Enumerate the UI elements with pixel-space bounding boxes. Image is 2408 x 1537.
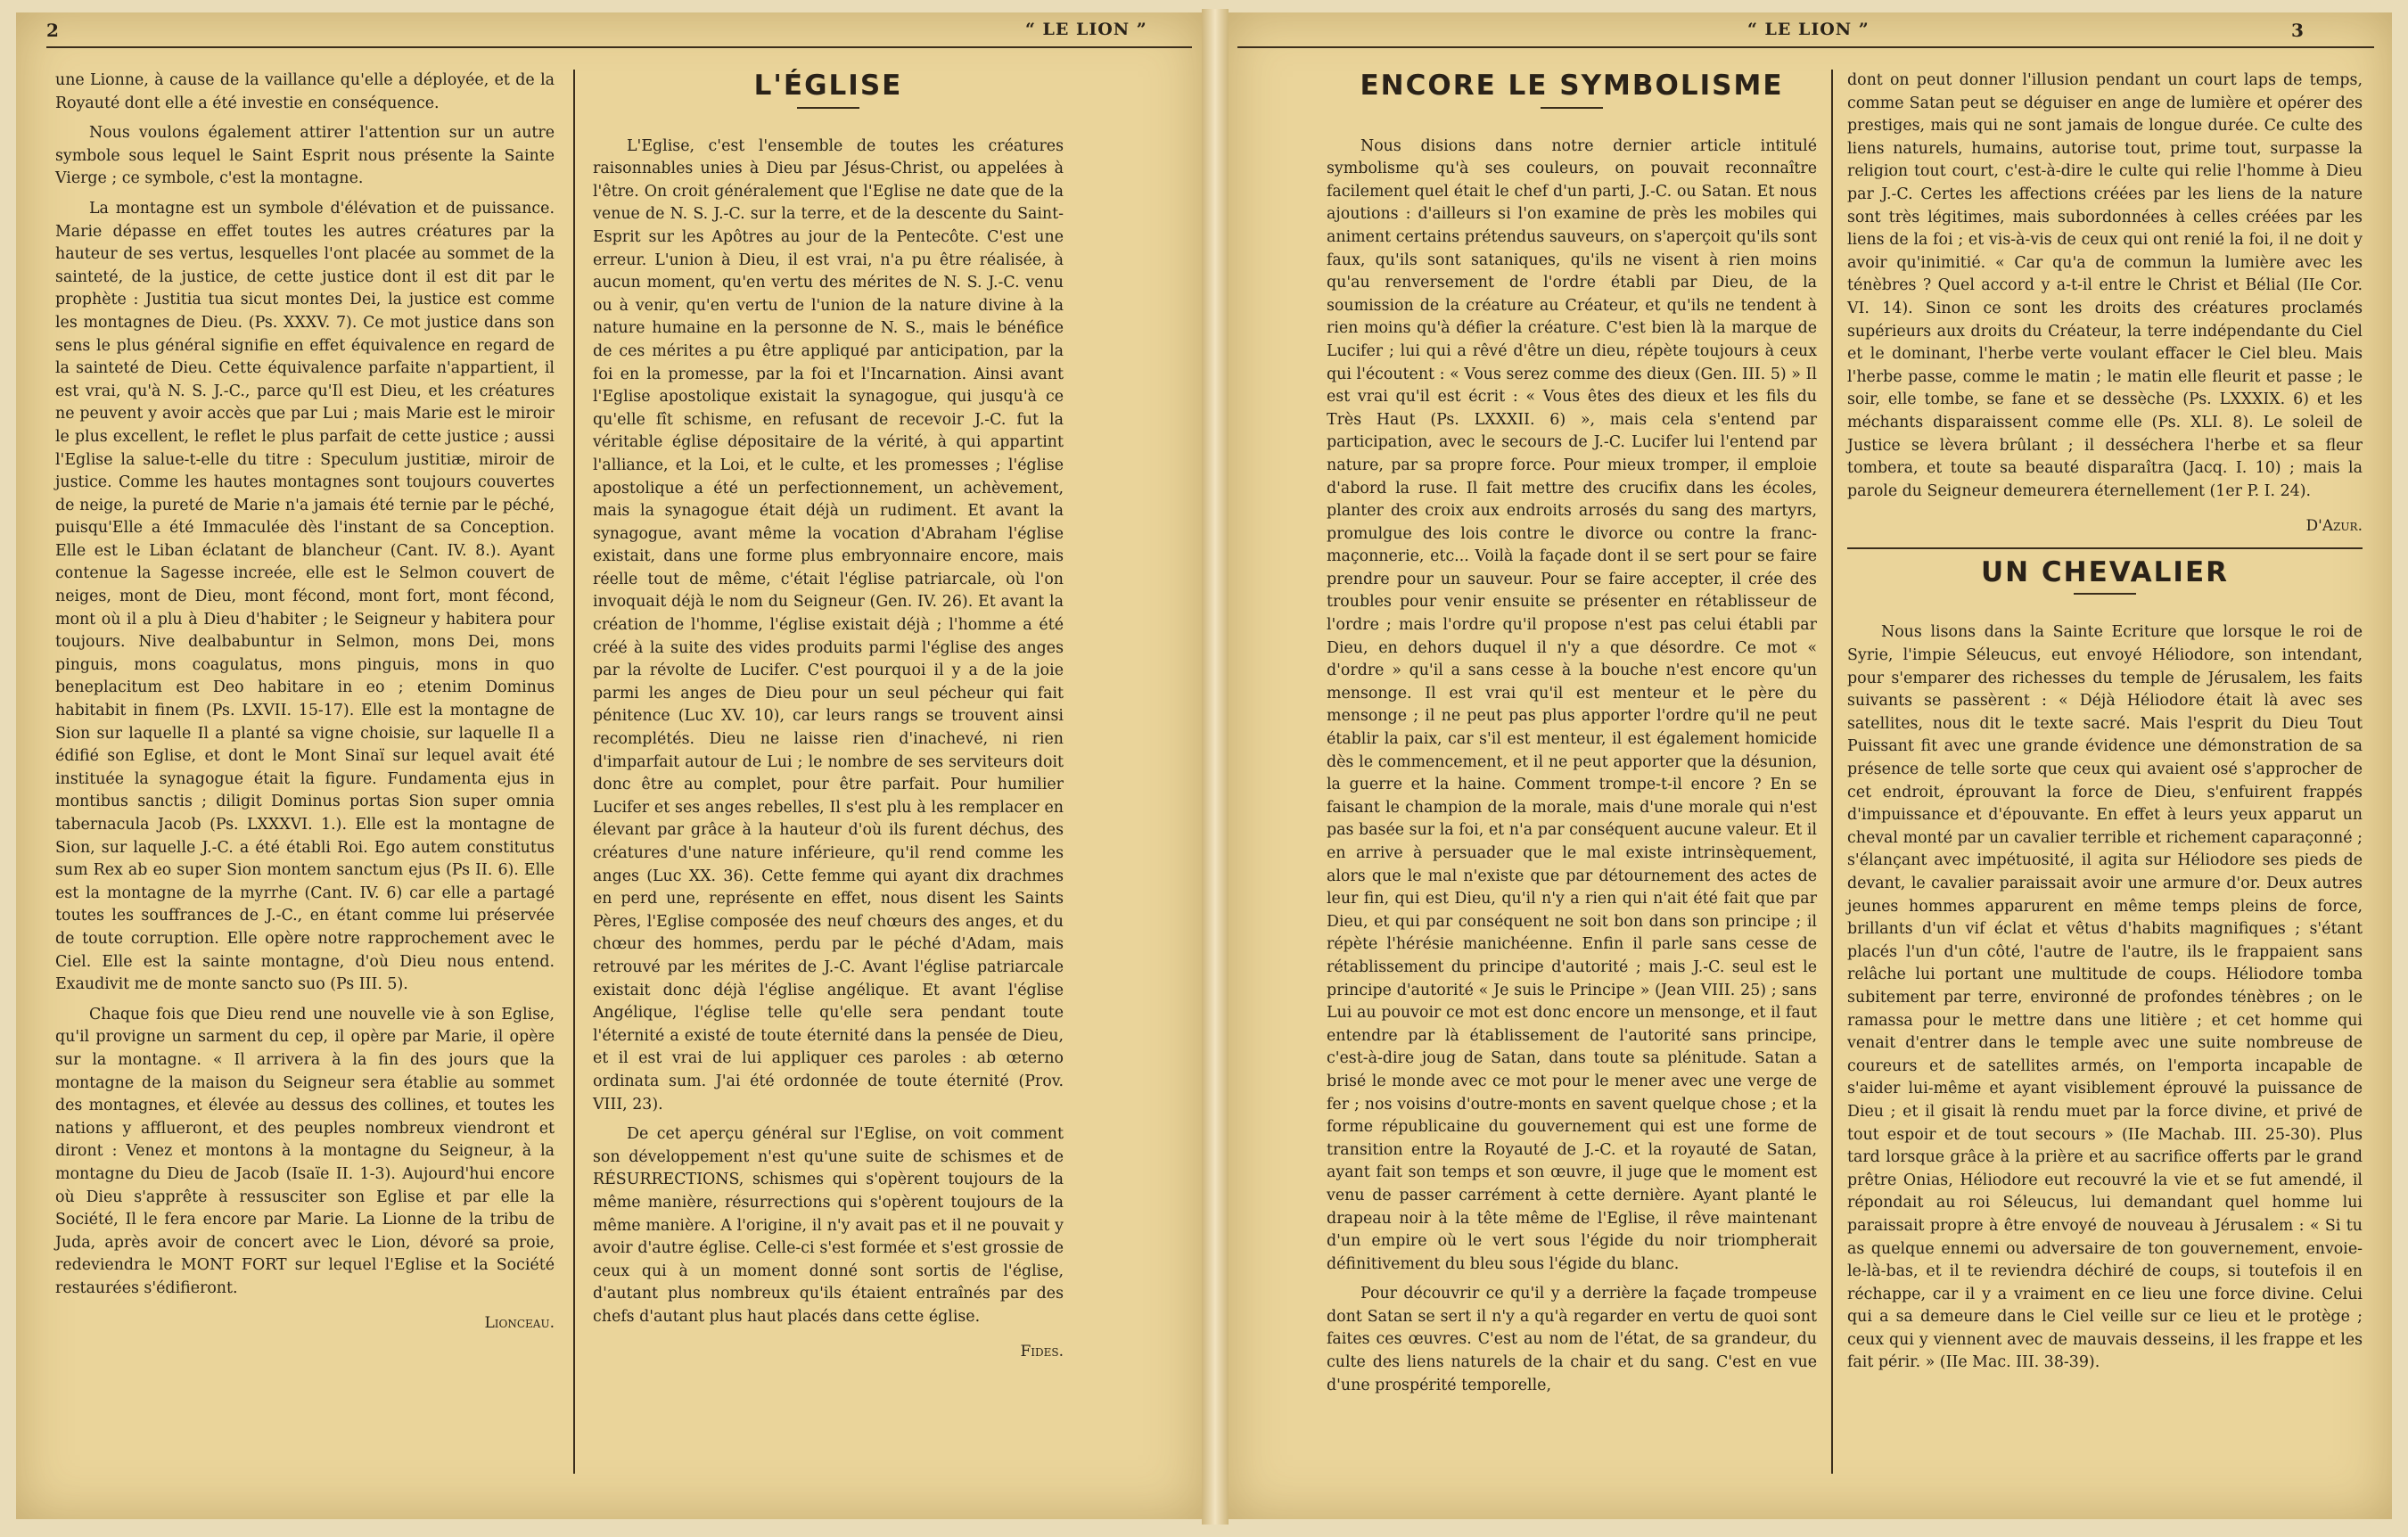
signature-d-azur: D'Azur. bbox=[2305, 517, 2363, 536]
article-title-eglise: L'ÉGLISE bbox=[753, 70, 903, 102]
paragraph: Nous disions dans notre dernier article intitulé symbolisme qu'à ses couleurs, on pouvait reconnaître facilement quel était le chef d'un parti, J.-C. ou Satan. Et nous ajoutions : d'ailleurs si l'on examine de près les mobiles qui animent certains prétendus sauveurs, on s'aperçoit qu'ils sont faux, qu'ils sont sataniques, qu'ils ne visent à rien moins qu'au renversement de l'ordre établi par Dieu, de la soumission de la créature au Créateur, et qu'ils ne tendent à rien moins qu'à défier la créature. C'est bien là la marque de Lucifer ; lui qui a rêvé d'être un dieu, répète toujours à ceux qui l'écoutent : « Vous serez comme des dieux (Gen. III. 5) » Il est vrai qu'il est écrit : « Vous êtes des dieux et les fils du Très Haut (Ps. LXXXII. 6) », mais cela s'entend par participation, avec le secours de J.-C. Lucifer lui l'entend par nature, par sa propre force. Pour mieux tromper, il emploie d'abord la ruse. Il fait mettre des crucifix dans les écoles, planter des croix aux endroits arrosés du sang des martyrs, promulgue des lois contre le divorce ou contre la franc-maçonnerie, etc... Voilà la façade dont il se sert pour se faire prendre pour un sauveur. Pour se faire accepter, il crée des troubles pour venir ensuite se présenter en rétablisseur de l'ordre ; mais l'ordre qu'il propose n'est pas celui établi par Dieu, en dehors duquel il n'y a que désordre. Ce mot « d'ordre » qu'il a sans cesse à la bouche n'est encore qu'un mensonge. Il est vrai qu'il est menteur et le père du mensonge ; il ne peut pas plus apporter l'ordre qu'il ne peut établir la paix, car s'il est menteur, il est également homicide dès le commencement, et il ne peut apporter que la désunion, la guerre et la haine. Comment trompe-t-il encore ? En se faisant le champion de la morale, mais d'une morale qui n'est pas basée sur la foi, et n'a par conséquent aucune valeur. Et il en arrive à persuader que le mal existe intrinsèquement, alors que le mal n'existe que par détournement des actes de leur fin, qui est Dieu, qu'il n'y a rien qui n'ait été fait que par Dieu, et qui par conséquent ne soit bon dans son principe ; il répète l'hérésie manichéenne. Enfin il parle sans cesse de rétablissement du principe d'autorité ; mais J.-C. seul est le principe d'autorité « Je suis le Principe » (Jean VIII. 25) ; sans Lui au pouvoir ce mot est donc encore un mensonge, et il faut entendre par là établissement de l'autorité sans principe, c'est-à-dire joug de Satan, dans toute sa plénitude. Satan a brisé le monde avec ce mot pour le mener avec une verge de fer ; nos voisins d'outre-monts en savent quelque chose ; et la forme républicaine du gouvernement qui est une forme de transition entre la Royauté de J.-C. et la royauté de Satan, ayant fait son temps et son œuvre, il juge que le moment est venu de passer carrément à cette dernière. Ayant planté le drapeau noir à la tête même de l'Eglise, il rêve maintenant d'un empire où le vert sous l'égide du noir triompherait définitivement du bleu sous l'égide du blanc. bbox=[1327, 136, 1817, 1273]
paragraph: L'Eglise, c'est l'ensemble de toutes les créatures raisonnables unies à Dieu par Jésus-Christ, ou appelées à l'être. On croit généralement que l'Eglise ne date que de la venue de N. S. J.-C. sur la terre, et de la descente du Saint-Esprit sur les Apôtres au jour de la Pentecôte. C'est une erreur. L'union à Dieu, il est vrai, n'a pu être réalisée, à aucun moment, qu'en vertu des mérites de N. S. J.-C. venu ou à venir, qu'en vertu de l'union de la nature divine à la nature humaine en la personne de N. S., mais le bénéfice de ces mérites a pu être appliqué par anticipation, par la foi en la promesse, par la foi et l'Incarnation. Ainsi avant l'Eglise apostolique existait la synagogue, qui jusqu'à ce qu'elle fît schisme, en refusant de recevoir J.-C. fut la véritable église dépositaire de la vérité, à qui appartint l'alliance, et la Loi, et le culte, et les promesses ; l'église apostolique a été un perfectionnement, un achèvement, mais la synagogue était déjà un rudiment. Et avant la synagogue, avant même la vocation d'Abraham l'église existait, dans une forme plus embryonnaire encore, mais réelle tout de même, c'était l'église patriarcale, où l'on invoquait déjà le nom du Seigneur (Gen. IV. 26). Et avant la création de l'homme, l'église existait déjà ; l'homme a été créé à la suite des vides produits parmi l'église des anges par la révolte de Lucifer. C'est pourquoi il y a de la joie parmi les anges de Dieu pour un seul pécheur qui fait pénitence (Luc XV. 10), car leurs rangs se trouvent ainsi recomplétés. Dieu ne laisse rien d'inachevé, ni rien d'imparfait autour de Lui ; le nombre de ses serviteurs doit donc être au complet, pour être parfait. Pour humilier Lucifer et ses anges rebelles, Il s'est plu à les remplacer en élevant par grâce à la hauteur d'où ils furent déchus, des créatures d'une nature inférieure, qu'il rend comme les anges (Luc XX. 36). Cette femme qui ayant dix drachmes en perd une, représente en effet, nous disent les Saints Pères, l'Eglise composée des neuf chœurs des anges, et du chœur des hommes, perdu par le péché d'Adam, mais retrouvé par les mérites de J.-C. Avant l'église patriarcale existait donc déjà l'église angélique. Et avant l'église Angélique, l'église telle qu'elle sera pendant toute l'éternité a existé de toute éternité dans la pensée de Dieu, et il est vrai de lui appliquer ces paroles : ab œterno ordinata sum. J'ai été ordonnée de toute éternité (Prov. VIII, 23). bbox=[593, 136, 1064, 1114]
title-underline bbox=[2074, 593, 2136, 595]
article-title-chevalier: UN CHEVALIER bbox=[1981, 555, 2229, 588]
page-number-right: 3 bbox=[2291, 20, 2304, 41]
column-eglise bbox=[593, 70, 1064, 1364]
column-azur-chevalier bbox=[1847, 70, 2363, 1382]
page-fold bbox=[1202, 9, 1229, 1525]
running-title-right: “ LE LION ” bbox=[1747, 20, 1870, 39]
signature-fides: Fides. bbox=[1020, 1343, 1064, 1361]
column-symbolisme bbox=[1327, 70, 1817, 1404]
paragraph: Chaque fois que Dieu rend une nouvelle vie à son Eglise, qu'il provigne un sarment du cep, il opère par Marie, il opère sur la montagne. « Il arrivera à la fin des jours que la montagne de la maison du Seigneur sera établie au sommet des montagnes, et élevée au dessus des collines, et toutes les nations y afflueront, et des peuples nombreux viendront et diront : Venez et montons à la montagne du Seigneur, à la montagne du Dieu de Jacob (Isaïe II. 1-3). Aujourd'hui encore où Dieu s'apprête à ressusciter son Eglise et par elle la Société, Il le fera encore par Marie. La Lionne de la tribu de Juda, après avoir de concert avec le Lion, dévoré sa proie, redeviendra le MONT FORT sur lequel l'Eglise et la Société restaurées s'édifieront. bbox=[55, 1005, 555, 1297]
paragraph: Pour découvrir ce qu'il y a derrière la façade trompeuse dont Satan se sert il n'y a qu'à regarder en vertu de quoi sont faites ces œuvres. C'est au nom de l'état, de sa grandeur, du culte des liens naturels de la chair et du sang. C'est en vue d'une prospérité temporelle, bbox=[1327, 1285, 1817, 1394]
header-rule-right bbox=[1237, 46, 2374, 48]
running-title-left: “ LE LION ” bbox=[1025, 20, 1147, 39]
paragraph: une Lionne, à cause de la vaillance qu'elle a déployée, et de la Royauté dont elle a été investie en conséquence. bbox=[55, 71, 555, 112]
column-rule bbox=[573, 70, 575, 1474]
title-underline bbox=[1541, 107, 1603, 109]
paragraph: dont on peut donner l'illusion pendant un court laps de temps, comme Satan peut se déguiser en ange de lumière et opérer des prestiges, mais qui ne sont jamais de longue durée. Ce culte des liens naturels, humains, autorise tout, prime tout, surpasse la religion tout court, c'est-à-dire le culte qui relie l'homme à Dieu par J.-C. Certes les affections créées par les liens de la nature sont très légitimes, mais subordonnées à celles créées par les liens de la foi ; et vis-à-vis de ceux qui ont renié la foi, il ne doit y avoir qu'inimitié. « Car qu'a de commun la lumière avec les ténèbres ? Quel accord y a-t-il entre le Christ et Bélial (IIe Cor. VI. 14). Sinon ce sont les droits des créatures proclamés supérieurs aux droits du Créateur, la terre indépendante du Ciel et le dominant, l'herbe verte voulant effacer le Ciel bleu. Mais l'herbe passe, comme le matin ; le matin elle fleurit et passe ; le soir, elle tombe, se fane et se dessèche (Ps. LXXXIX. 6) et les méchants disparaissent comme elle (Ps. XLI. 8). Le soleil de Justice se lèvera brûlant ; il desséchera l'herbe et sa fleur tombera, et toute sa beauté disparaîtra (Jacq. I. 10) ; mais la parole du Seigneur demeurera éternellement (1er P. I. 24). bbox=[1847, 71, 2363, 500]
section-rule bbox=[1847, 547, 2363, 549]
column-rule bbox=[1831, 70, 1833, 1474]
article-title-symbolisme: ENCORE LE SYMBOLISME bbox=[1360, 70, 1784, 102]
paragraph: Nous lisons dans la Sainte Ecriture que lorsque le roi de Syrie, l'impie Séleucus, eut envoyé Héliodore, son intendant, pour s'emparer des richesses du temple de Jérusalem, les faits suivants se passèrent : « Déjà Héliodore était là avec ses satellites, nous dit le texte sacré. Mais l'esprit du Dieu Tout Puissant fit avec une grande évidence une démonstration de sa présence de telle sorte que ceux qui avaient osé s'approcher de cet endroit, éprouvant la force de Dieu, s'enfuirent frappés d'impuissance et d'épouvante. En effet à leurs yeux apparut un cheval monté par un cavalier terrible et richement caparaçonné ; s'élançant avec impétuosité, il agita sur Héliodore ses pieds de devant, le cavalier paraissait avoir une armure d'or. Deux autres jeunes hommes apparurent en même temps pleins de force, brillants d'un vif éclat et vêtus d'habits magnifiques ; s'étant placés l'un d'un côté, l'autre de l'autre, ils le frappaient sans relâche lui portant une multitude de coups. Héliodore tomba subitement par terre, environné de profondes ténèbres ; on le ramassa pour le mettre dans une litière ; et cet homme qui venait d'entrer dans le temple avec une suite nombreuse de coureurs et de satellites armés, on l'emporta incapable de s'aider lui-même et ayant visiblement éprouvé la puissance de Dieu ; et il gisait là rendu muet par la force divine, et privé de tout espoir et de tout secours » (IIe Machab. III. 25-30). Plus tard lorsque grâce à la prière et au sacrifice offerts par le grand prêtre Onias, Héliodore eut recouvré la vie et se fut amendé, il répondait au roi Séleucus, lui demandant quel homme lui paraissait propre à être envoyé de nouveau à Jérusalem : « Si tu as quelque ennemi ou adversaire de ton gouvernement, envoie-le-là-bas, et il te reviendra déchiré de coups, si toutefois il en réchappe, car il y a vraiment en ce lieu une force divine. Celui qui a sa demeure dans le Ciel veille sur ce lieu et le protège ; ceux qui y viennent avec de mauvais desseins, il les frappe et les fait périr. » (IIe Mac. III. 38-39). bbox=[1847, 623, 2363, 1372]
page-number-left: 2 bbox=[46, 20, 59, 41]
signature-lionceau: Lionceau. bbox=[484, 1314, 555, 1333]
header-rule-left bbox=[46, 46, 1192, 48]
column-montagne bbox=[55, 70, 555, 1336]
title-underline bbox=[797, 107, 859, 109]
paragraph: De cet aperçu général sur l'Eglise, on voit comment son développement n'est qu'une suite de schismes et de RÉSURRECTIONS, schismes qui s'opèrent toujours de la même manière, résurrections qui s'opèrent toujours de la même manière. A l'origine, il n'y avait pas et il ne pouvait y avoir d'autre église. Celle-ci s'est formée et s'est grossie de ceux qui à un moment donné sont sortis de l'église, d'autant plus nombreux qu'ils étaient entraînés par des chefs d'autant plus haut placés dans cette église. bbox=[593, 1125, 1064, 1326]
paragraph: Nous voulons également attirer l'attention sur un autre symbole sous lequel le Saint Esprit nous présente la Sainte Vierge ; ce symbole, c'est la montagne. bbox=[55, 124, 555, 188]
paragraph: La montagne est un symbole d'élévation et de puissance. Marie dépasse en effet toutes les autres créatures par la hauteur de ses vertus, lesquelles l'ont placée au sommet de la sainteté, de la justice, de cette justice dont il est dit par le prophète : Justitia tua sicut montes Dei, la justice est comme les montagnes de Dieu. (Ps. XXXV. 7). Ce mot justice dans son sens le plus général signifie en effet équivalence en regard de la sainteté de Dieu. Cette équivalence parfaite n'appartient, il est vrai, qu'à N. S. J.-C., parce qu'Il est Dieu, et les créatures ne peuvent y avoir accès que par Lui ; mais Marie est le miroir le plus excellent, le reflet le plus parfait de cette justice ; aussi l'Eglise la salue-t-elle du titre : Speculum justitiæ, miroir de justice. Comme les hautes montagnes sont toujours couvertes de neige, la pureté de Marie n'a jamais été ternie par le péché, puisqu'Elle a été Immaculée dès l'instant de sa Conception. Elle est le Liban éclatant de blancheur (Cant. IV. 8.). Ayant contenue la Sagesse increée, elle est le Selmon couvert de neiges, mont de Dieu, mont fécond, mont fort, mont fécond, mont où il a plu à Dieu d'habiter ; le Seigneur y habitera pour toujours. Nive dealbabuntur in Selmon, mons Dei, mons pinguis, mons coagulatus, mons pinguis, mons in quo beneplacitum est Deo habitare in eo ; etenim Dominus habitabit in finem (Ps. LXVII. 15-17). Elle est la montagne de Sion sur laquelle Il a planté sa vigne choisie, sur laquelle Il a édifié son Eglise, et dont le Mont Sinaï sur lequel avait été instituée la synagogue était la figure. Fundamenta ejus in montibus sanctis ; diligit Dominus portas Sion super omnia tabernacula Jacob (Ps. LXXXVI. 1.). Elle est la montagne de Sion, sur laquelle J.-C. a été établi Roi. Ego autem constitutus sum Rex ab eo super Sion montem sanctum ejus (Ps II. 6). Elle est la montagne de la myrrhe (Cant. IV. 6) car elle a partagé toutes les souffrances de J.-C., en étant comme lui préservée de toute corruption. Elle opère notre rapprochement avec le Ciel. Elle est la sainte montagne, d'où Dieu nous entend. Exaudivit me de monte sancto suo (Ps III. 5). bbox=[55, 199, 555, 994]
